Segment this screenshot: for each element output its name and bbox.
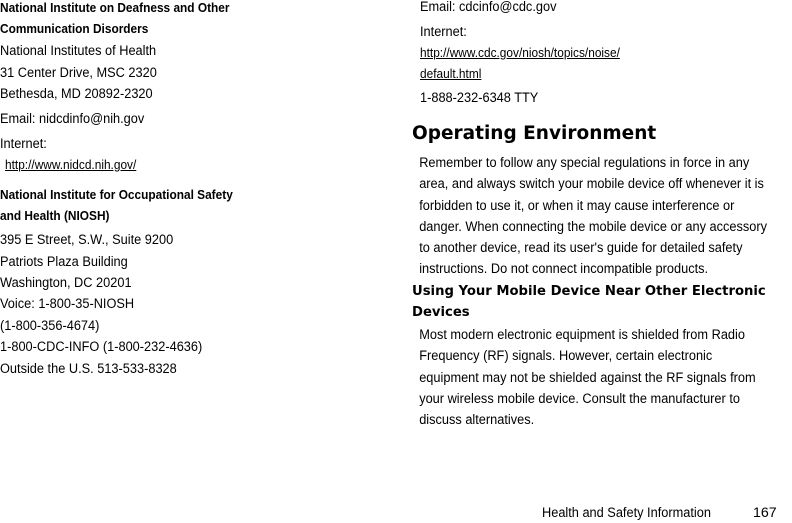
paragraph-line: forbidden to use it, or when it may cause interference or bbox=[419, 197, 735, 214]
paragraph-line: to another device, read its user's guide for detailed safety bbox=[419, 240, 743, 257]
nidcd-internet-label: Internet: bbox=[0, 136, 47, 152]
subsection-paragraph bbox=[412, 325, 779, 431]
nidcd-url-link[interactable]: http://www.nidcd.nih.gov/ bbox=[5, 157, 137, 172]
niosh-phones bbox=[0, 294, 225, 380]
operating-environment-paragraph bbox=[412, 153, 779, 281]
phone-line: (1-800-356-4674) bbox=[0, 317, 100, 334]
paragraph-line: your wireless mobile device. Consult the manufacturer to bbox=[419, 390, 740, 407]
subsection-title bbox=[412, 281, 766, 323]
subsection-title-line: Devices bbox=[412, 305, 470, 320]
nidcd-email: Email: nidcdinfo@nih.gov bbox=[0, 111, 145, 127]
nidcd-title-line: National Institute on Deafness and Other bbox=[0, 0, 230, 15]
address-line: 31 Center Drive, MSC 2320 bbox=[0, 64, 157, 81]
paragraph-line: area, and always switch your mobile device off whenever it is bbox=[419, 176, 764, 193]
cdc-email: Email: cdcinfo@cdc.gov bbox=[420, 0, 557, 15]
paragraph-line: Remember to follow any special regulations in force in any bbox=[419, 155, 750, 171]
footer-section-label: Health and Safety Information bbox=[542, 505, 711, 521]
paragraph-line: discuss alternatives. bbox=[419, 412, 535, 429]
paragraph-line: Frequency (RF) signals. However, certain electronic bbox=[419, 348, 713, 365]
paragraph-line: danger. When connecting the mobile device or any accessory bbox=[419, 218, 767, 235]
paragraph-line: equipment may not be shielded against the RF signals from bbox=[419, 369, 756, 386]
address-line: Patriots Plaza Building bbox=[0, 253, 128, 270]
niosh-title bbox=[0, 184, 261, 226]
nidcd-title bbox=[0, 0, 261, 39]
phone-line: 1-800-CDC-INFO (1-800-232-4636) bbox=[0, 339, 203, 355]
address-line: Bethesda, MD 20892-2320 bbox=[0, 86, 153, 102]
paragraph-line: instructions. Do not connect incompatible products. bbox=[419, 261, 709, 278]
address-line: National Institutes of Health bbox=[0, 43, 157, 59]
address-line: Washington, DC 20201 bbox=[0, 275, 132, 291]
niosh-title-line: and Health (NIOSH) bbox=[0, 208, 110, 223]
subsection-title-line: Using Your Mobile Device Near Other Electronic bbox=[412, 284, 766, 299]
niosh-title-line: National Institute for Occupational Safety bbox=[0, 187, 233, 202]
niosh-address bbox=[0, 230, 192, 295]
page-number: 167 bbox=[753, 505, 777, 521]
paragraph-line: Most modern electronic equipment is shielded from Radio bbox=[419, 327, 745, 343]
phone-line: Outside the U.S. 513-533-8328 bbox=[0, 360, 177, 377]
nidcd-address bbox=[0, 41, 174, 106]
cdc-internet-label: Internet: bbox=[420, 24, 467, 40]
footer-section-name bbox=[542, 503, 730, 523]
address-line: 395 E Street, S.W., Suite 9200 bbox=[0, 232, 174, 248]
cdc-url-link-continued[interactable]: default.html bbox=[420, 66, 482, 81]
cdc-url-link[interactable]: http://www.cdc.gov/niosh/topics/noise/ bbox=[420, 45, 620, 60]
nidcd-title-line: Communication Disorders bbox=[0, 21, 149, 36]
section-title-operating-environment: Operating Environment bbox=[412, 123, 657, 144]
phone-line: Voice: 1-800-35-NIOSH bbox=[0, 296, 135, 312]
cdc-tty: 1-888-232-6348 TTY bbox=[420, 90, 539, 106]
